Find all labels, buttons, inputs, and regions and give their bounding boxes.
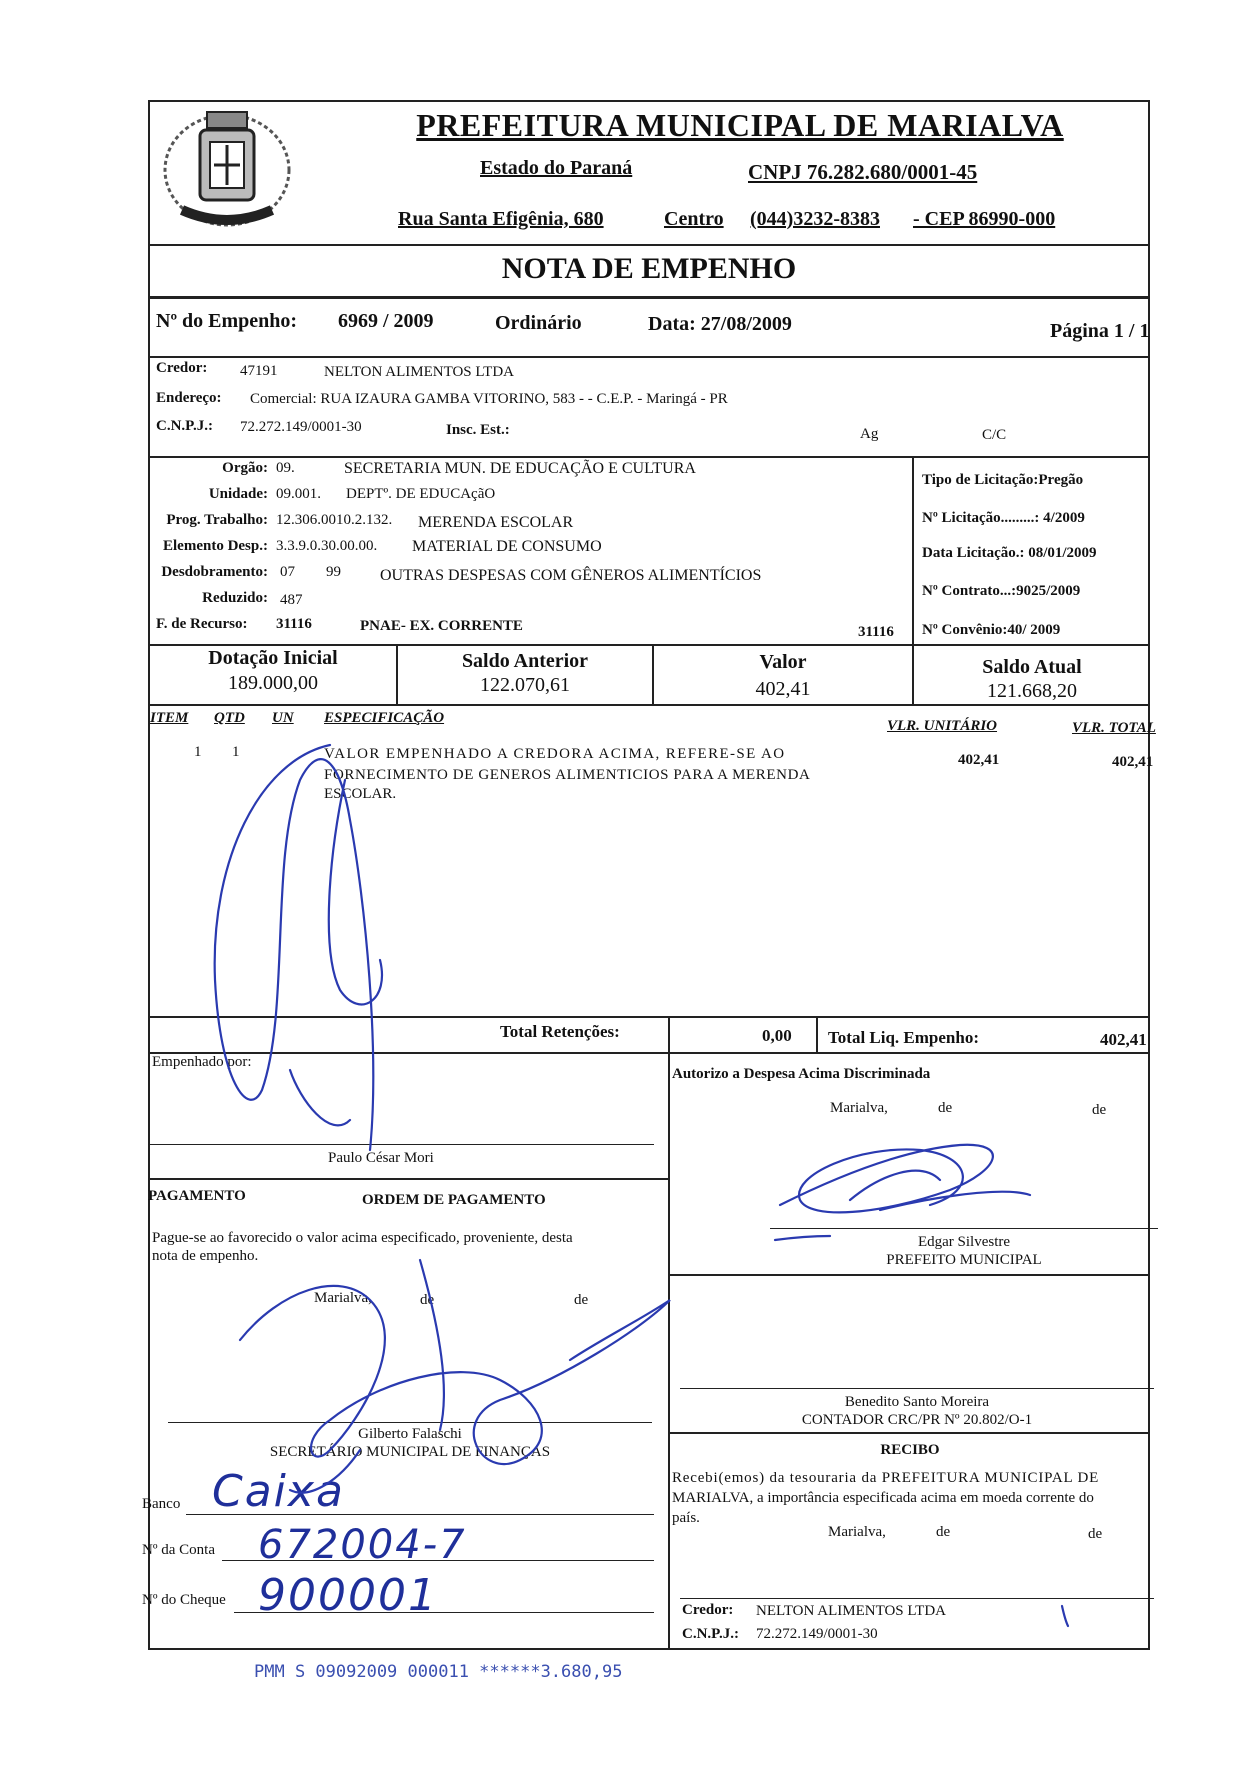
saldo-atual-label: Saldo Atual bbox=[982, 656, 1082, 678]
empenho-date: Data: 27/08/2009 bbox=[648, 313, 792, 335]
autorizo-label: Autorizo a Despesa Acima Discriminada bbox=[672, 1066, 931, 1082]
municipality-title: PREFEITURA MUNICIPAL DE MARIALVA bbox=[416, 107, 1064, 143]
recibo-text-line1: Recebi(emos) da tesouraria da PREFEITURA MUNICIPAL DE bbox=[672, 1470, 1100, 1486]
pagamento-de-2: de bbox=[574, 1292, 589, 1308]
saldo-anterior-value: 122.070,61 bbox=[480, 674, 570, 696]
unidade-label: Unidade: bbox=[208, 486, 268, 502]
address-label: Endereço: bbox=[156, 390, 222, 406]
specification-column-header: ESPECIFICAÇÃO bbox=[324, 710, 445, 726]
contador-title: CONTADOR CRC/PR Nº 20.802/O-1 bbox=[801, 1412, 1033, 1428]
numero-contrato: Nº Contrato...:9025/2009 bbox=[922, 583, 1081, 599]
autorizo-city: Marialva, bbox=[830, 1100, 888, 1116]
recibo-cnpj-label: C.N.P.J.: bbox=[682, 1626, 739, 1642]
item-column-header: ITEM bbox=[150, 710, 189, 726]
cc-label: C/C bbox=[982, 427, 1007, 443]
banco-label: Banco bbox=[142, 1496, 181, 1512]
creditor-code: 47191 bbox=[240, 363, 278, 379]
numero-convenio: Nº Convênio:40/ 2009 bbox=[922, 622, 1061, 638]
unidade-code: 09.001. bbox=[276, 486, 321, 502]
secretario-name: Gilberto Falaschi bbox=[358, 1426, 462, 1442]
header-center: Centro bbox=[664, 208, 724, 230]
elemento-name: MATERIAL DE CONSUMO bbox=[412, 538, 602, 555]
saldo-anterior-label: Saldo Anterior bbox=[461, 650, 589, 672]
contador-name: Benedito Santo Moreira bbox=[844, 1394, 990, 1410]
pagamento-text-line2: nota de empenho. bbox=[152, 1248, 259, 1264]
pagamento-city: Marialva, bbox=[314, 1290, 372, 1306]
item-spec-line2: FORNECIMENTO DE GENEROS ALIMENTICIOS PARA A MERENDA bbox=[324, 767, 811, 783]
desdobramento-label: Desdobramento: bbox=[161, 564, 268, 580]
desdobramento-code2: 99 bbox=[326, 564, 341, 580]
pagamento-text-line1: Pague-se ao favorecido o valor acima especificado, proveniente, desta bbox=[152, 1230, 573, 1246]
conta-label: Nº da Conta bbox=[142, 1542, 215, 1558]
data-licitacao: Data Licitação.: 08/01/2009 bbox=[922, 545, 1097, 561]
empenho-label: Nº do Empenho: bbox=[156, 310, 298, 332]
item-quantity: 1 bbox=[232, 744, 240, 760]
qtd-column-header: QTD bbox=[214, 710, 245, 726]
prefeito-title: PREFEITO MUNICIPAL bbox=[886, 1252, 1042, 1268]
item-unit-value: 402,41 bbox=[958, 752, 1000, 768]
valor-label: Valor bbox=[759, 651, 807, 673]
insc-est-label: Insc. Est.: bbox=[446, 422, 510, 438]
empenho-type: Ordinário bbox=[495, 312, 582, 334]
banco-handwritten: Caixa bbox=[212, 1466, 345, 1517]
recurso-code-2: 31116 bbox=[858, 624, 894, 640]
header-address: Rua Santa Efigênia, 680 bbox=[398, 208, 604, 230]
unit-value-column-header: VLR. UNITÁRIO bbox=[887, 718, 998, 734]
recibo-title: RECIBO bbox=[880, 1442, 940, 1458]
conta-handwritten: 672004-7 bbox=[258, 1522, 467, 1568]
header-cep: - CEP 86990-000 bbox=[913, 208, 1056, 230]
page-number: Página 1 / 1 bbox=[1050, 320, 1150, 342]
retencoes-value: 0,00 bbox=[762, 1026, 792, 1045]
orgao-code: 09. bbox=[276, 460, 295, 476]
header-cnpj: CNPJ 76.282.680/0001-45 bbox=[748, 160, 978, 184]
liquido-label: Total Liq. Empenho: bbox=[828, 1028, 979, 1047]
retencoes-label: Total Retenções: bbox=[500, 1022, 620, 1041]
tipo-licitacao: Tipo de Licitação:Pregão bbox=[922, 472, 1084, 488]
cnpj-label: C.N.P.J.: bbox=[156, 418, 213, 434]
cheque-handwritten: 900001 bbox=[258, 1570, 438, 1621]
state-name: Estado do Paraná bbox=[480, 157, 633, 179]
valor-value: 402,41 bbox=[755, 678, 811, 700]
reduzido-value: 487 bbox=[280, 592, 303, 608]
recibo-cnpj: 72.272.149/0001-30 bbox=[756, 1626, 878, 1642]
prog-name: MERENDA ESCOLAR bbox=[418, 514, 574, 531]
item-number: 1 bbox=[194, 744, 202, 760]
empenhado-por-label: Empenhado por: bbox=[152, 1054, 252, 1070]
total-value-column-header: VLR. TOTAL bbox=[1072, 720, 1156, 736]
item-spec-line1: VALOR EMPENHADO A CREDORA ACIMA, REFERE-SE AO bbox=[324, 746, 786, 762]
creditor-name: NELTON ALIMENTOS LTDA bbox=[324, 364, 515, 380]
unidade-name: DEPTº. DE EDUCAçãO bbox=[346, 486, 496, 502]
recibo-text-line2: MARIALVA, a importância especificada acima em moeda corrente do bbox=[672, 1490, 1094, 1506]
recurso-name: PNAE- EX. CORRENTE bbox=[360, 618, 523, 634]
payment-stamp: PMM S 09092009 000011 ******3.680,95 bbox=[254, 1662, 623, 1682]
recibo-text-line3: país. bbox=[672, 1510, 700, 1526]
elemento-code: 3.3.9.0.30.00.00. bbox=[276, 538, 378, 554]
saldo-atual-value: 121.668,20 bbox=[987, 680, 1077, 702]
creditor-cnpj: 72.272.149/0001-30 bbox=[240, 419, 362, 435]
autorizo-de-1: de bbox=[938, 1100, 953, 1116]
recibo-city: Marialva, bbox=[828, 1524, 886, 1540]
recibo-credor-name: NELTON ALIMENTOS LTDA bbox=[756, 1603, 947, 1619]
secretario-title: SECRETÁRIO MUNICIPAL DE FINANÇAS bbox=[269, 1444, 551, 1460]
prefeito-name: Edgar Silvestre bbox=[917, 1234, 1011, 1250]
desdobramento-code1: 07 bbox=[280, 564, 295, 580]
creditor-label: Credor: bbox=[156, 360, 208, 376]
recibo-de-2: de bbox=[1088, 1526, 1103, 1542]
ordem-pagamento-label: ORDEM DE PAGAMENTO bbox=[362, 1192, 546, 1208]
document-title: NOTA DE EMPENHO bbox=[501, 252, 797, 285]
empenho-number: 6969 / 2009 bbox=[338, 310, 434, 332]
pagamento-de-1: de bbox=[420, 1292, 435, 1308]
orgao-label: Orgão: bbox=[222, 460, 268, 476]
recurso-label: F. de Recurso: bbox=[156, 616, 248, 632]
ag-label: Ag bbox=[860, 426, 879, 442]
liquido-value: 402,41 bbox=[1100, 1030, 1147, 1049]
desdobramento-name: OUTRAS DESPESAS COM GÊNEROS ALIMENTÍCIOS bbox=[380, 567, 762, 584]
creditor-address: Comercial: RUA IZAURA GAMBA VITORINO, 583 - - C.E.P. - Maringá - PR bbox=[250, 391, 728, 407]
item-spec-line3: ESCOLAR. bbox=[324, 786, 397, 802]
header-phone: (044)3232-8383 bbox=[750, 208, 880, 230]
elemento-label: Elemento Desp.: bbox=[163, 538, 268, 554]
un-column-header: UN bbox=[272, 710, 294, 726]
coat-of-arms-logo bbox=[152, 100, 302, 240]
reduzido-label: Reduzido: bbox=[202, 590, 268, 606]
cheque-label: Nº do Cheque bbox=[142, 1592, 226, 1608]
pagamento-label: PAGAMENTO bbox=[148, 1188, 246, 1204]
recibo-credor-label: Credor: bbox=[682, 1602, 734, 1618]
prog-label: Prog. Trabalho: bbox=[166, 512, 268, 528]
prog-code: 12.306.0010.2.132. bbox=[276, 512, 393, 528]
recurso-code: 31116 bbox=[276, 616, 312, 632]
item-total-value: 402,41 bbox=[1112, 754, 1154, 770]
orgao-name: SECRETARIA MUN. DE EDUCAÇÃO E CULTURA bbox=[344, 460, 696, 477]
recibo-de-1: de bbox=[936, 1524, 951, 1540]
autorizo-de-2: de bbox=[1092, 1102, 1107, 1118]
numero-licitacao: Nº Licitação.........: 4/2009 bbox=[922, 510, 1085, 526]
empenhado-por-name: Paulo César Mori bbox=[328, 1150, 434, 1166]
dotacao-inicial-label: Dotação Inicial bbox=[208, 647, 338, 669]
dotacao-inicial-value: 189.000,00 bbox=[228, 672, 318, 694]
